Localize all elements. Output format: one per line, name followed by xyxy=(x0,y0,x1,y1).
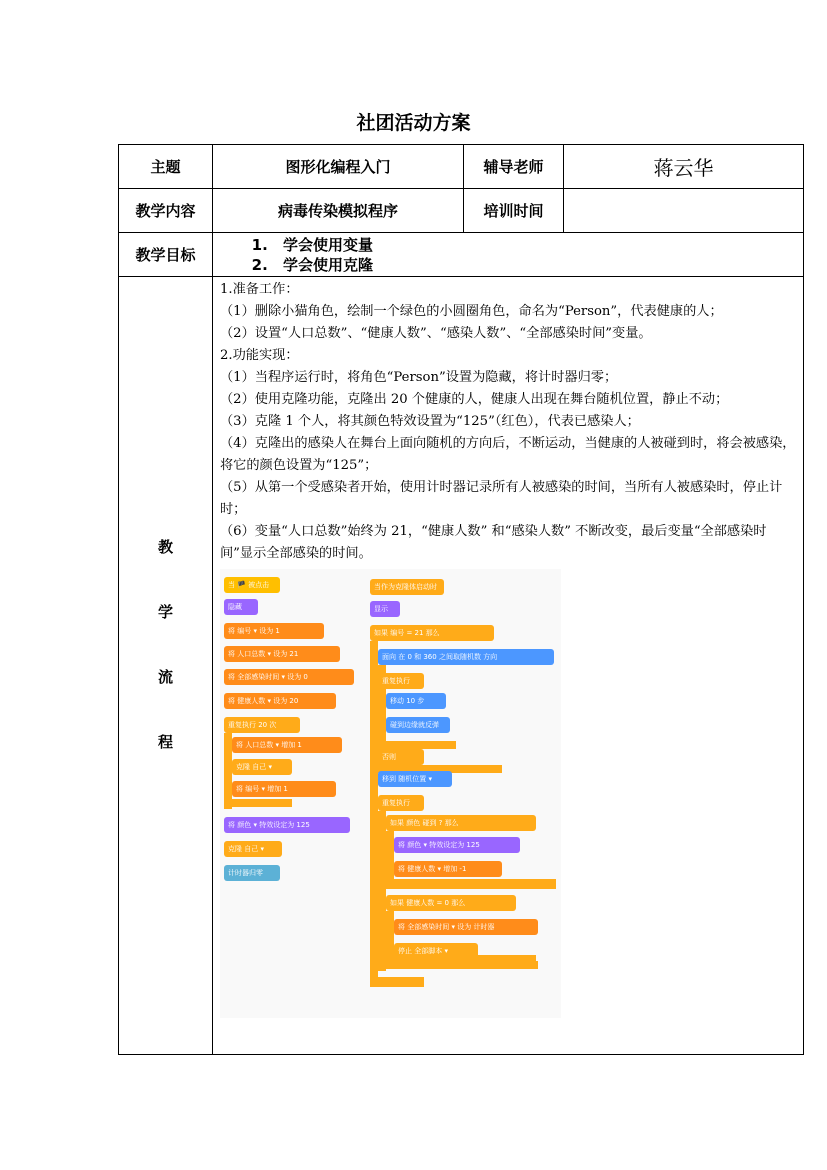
teacher-label: 辅导老师 xyxy=(464,145,564,189)
scratch-right-block: 停止 全部脚本 ▾ xyxy=(394,943,478,959)
c-block-arm xyxy=(370,641,378,977)
c-block-arm xyxy=(370,977,424,987)
flow-line: 1.准备工作： xyxy=(220,282,299,297)
table-row xyxy=(119,145,804,189)
scratch-right-block: 移动 10 步 xyxy=(386,693,446,709)
content-label: 教学内容 xyxy=(119,189,213,233)
document-title: 社团活动方案 xyxy=(356,112,471,134)
time-value xyxy=(564,189,804,233)
scratch-right-block: 如果 编号 = 21 那么 xyxy=(370,625,494,641)
scratch-left-block: 将 编号 ▾ 设为 1 xyxy=(224,623,324,639)
scratch-code-screenshot xyxy=(220,569,561,1018)
scratch-right-block: 重复执行 xyxy=(378,673,424,689)
scratch-right-block: 碰到边缘就反弹 xyxy=(386,717,450,733)
flow-label xyxy=(119,277,213,1055)
goal-item: 1. 学会使用变量 xyxy=(273,235,803,255)
scratch-right-block: 将 颜色 ▾ 特效设定为 125 xyxy=(394,837,520,853)
c-block-arm xyxy=(386,831,394,881)
goal-list xyxy=(213,235,803,275)
scratch-left-block: 将 颜色 ▾ 特效设定为 125 xyxy=(224,817,350,833)
flow-line: 2.功能实现： xyxy=(220,348,299,363)
theme-value: 图形化编程入门 xyxy=(213,145,464,189)
table-row xyxy=(119,189,804,233)
c-block-arm xyxy=(386,911,394,961)
c-block-arm xyxy=(224,733,232,809)
flow-label-char: 教 xyxy=(157,537,173,556)
table-row xyxy=(119,233,804,277)
scratch-left-block: 当 🏴 被点击 xyxy=(224,577,280,593)
flow-line: （3）克隆 1 个人，将其颜色特效设置为“125”（红色），代表已感染人； xyxy=(220,414,640,429)
c-block-arm xyxy=(224,799,292,807)
scratch-left-block: 将 全部感染时间 ▾ 设为 0 xyxy=(224,669,354,685)
scratch-left-block: 克隆 自己 ▾ xyxy=(224,841,282,857)
flow-content xyxy=(213,277,804,1055)
flow-line: （5）从第一个受感染者开始，使用计时器记录所有人被感染的时间，当所有人被感染时，停止计时； xyxy=(220,480,783,517)
goal-item: 2. 学会使用克隆 xyxy=(273,255,803,275)
scratch-left-block: 将 人口总数 ▾ 设为 21 xyxy=(224,646,340,662)
flow-label-char: 流 xyxy=(157,667,173,686)
scratch-right-block: 显示 xyxy=(370,601,400,617)
scratch-right-block: 如果 颜色 碰到 ? 那么 xyxy=(386,815,536,831)
scratch-left-block: 克隆 自己 ▾ xyxy=(232,759,292,775)
scratch-right-block: 否则 xyxy=(378,749,424,765)
c-block-arm xyxy=(378,741,456,749)
goal-list-cell xyxy=(213,233,804,277)
scratch-right-block: 移到 随机位置 ▾ xyxy=(378,771,452,787)
scratch-right-block: 当作为克隆体启动时 xyxy=(370,579,444,595)
flow-line: （1）删除小猫角色，绘制一个绿色的小圆圈角色，命名为“Person”，代表健康的人； xyxy=(220,304,723,319)
scratch-left-block: 隐藏 xyxy=(224,599,258,615)
time-label: 培训时间 xyxy=(464,189,564,233)
scratch-left-block: 计时器归零 xyxy=(224,865,280,881)
flow-line: （2）设置“人口总数”、“健康人数”、“感染人数”、“全部感染时间”变量。 xyxy=(220,326,652,341)
table-row xyxy=(119,277,804,1055)
teacher-value: 蒋云华 xyxy=(564,145,804,189)
c-block-arm xyxy=(386,879,556,889)
scratch-left-block: 将 人口总数 ▾ 增加 1 xyxy=(232,737,342,753)
activity-plan-table xyxy=(118,144,804,1055)
scratch-right-block: 将 健康人数 ▾ 增加 -1 xyxy=(394,861,502,877)
c-block-arm xyxy=(378,811,386,971)
scratch-right-block: 如果 健康人数 = 0 那么 xyxy=(386,895,516,911)
scratch-left-block: 重复执行 20 次 xyxy=(224,717,300,733)
scratch-left-block: 将 健康人数 ▾ 设为 20 xyxy=(224,693,336,709)
scratch-right-block: 重复执行 xyxy=(378,795,424,811)
flow-label-char: 程 xyxy=(157,732,173,751)
flow-line: （2）使用克隆功能，克隆出 20 个健康的人，健康人出现在舞台随机位置，静止不动； xyxy=(220,392,729,407)
scratch-left-block: 将 编号 ▾ 增加 1 xyxy=(232,781,336,797)
flow-label-char: 学 xyxy=(157,602,173,621)
flow-line: （4）克隆出的感染人在舞台上面向随机的方向后，不断运动，当健康的人被碰到时，将会被感染，将它的颜色设置为“125”； xyxy=(220,436,796,473)
content-value: 病毒传染模拟程序 xyxy=(213,189,464,233)
flow-line: （1）当程序运行时，将角色“Person”设置为隐藏，将计时器归零； xyxy=(220,370,618,385)
theme-label: 主题 xyxy=(119,145,213,189)
flow-line: （6）变量“人口总数”始终为 21，“健康人数” 和“感染人数” 不断改变，最后变量“全部感染时间”显示全部感染的时间。 xyxy=(220,524,767,561)
scratch-right-block: 将 全部感染时间 ▾ 设为 计时器 xyxy=(394,919,538,935)
scratch-right-block: 面向 在 0 和 360 之间取随机数 方向 xyxy=(378,649,554,665)
goal-label: 教学目标 xyxy=(119,233,213,277)
